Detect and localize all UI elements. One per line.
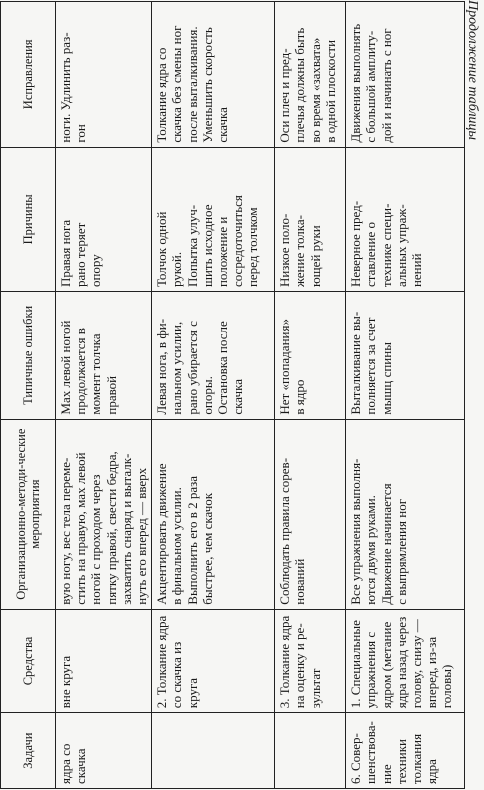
- table-header-row: [1, 2, 56, 789]
- cell-methods: [56, 419, 152, 609]
- cell-line: продолжается в: [73, 328, 89, 415]
- cell-methods: [275, 419, 346, 609]
- cell-errors: [346, 292, 465, 420]
- cell-line: с большой амплиту-: [363, 30, 379, 143]
- cell-line: скачка без смены ног: [169, 25, 185, 143]
- cell-line: опору: [88, 254, 104, 288]
- cell-line: Низкое поло-: [277, 213, 293, 288]
- cell-means: [346, 609, 465, 712]
- cell-methods: [346, 419, 465, 609]
- cell-line: упражнения с: [363, 631, 379, 709]
- cell-line: Неверное пред-: [348, 200, 364, 288]
- table-row: [346, 2, 465, 789]
- cell-line: рукой.: [169, 251, 185, 288]
- cell-tasks: [152, 713, 275, 789]
- cell-line: скачка: [215, 107, 231, 143]
- table-row: [56, 2, 152, 789]
- page-title: Продолжение таблицы: [465, 0, 480, 141]
- cell-line: Соблюдать правила сорев-: [277, 457, 293, 605]
- table-row: [275, 2, 346, 789]
- cell-corrections: [56, 2, 152, 148]
- cell-line: захватить снаряд и выталк-: [118, 453, 134, 605]
- cell-errors: [56, 292, 152, 420]
- cell-line: голову, снизу —: [409, 619, 425, 709]
- cell-line: Движения выполнять: [348, 23, 364, 143]
- cell-errors: [275, 292, 346, 420]
- cell-line: правой: [103, 375, 119, 415]
- cell-line: ноги. Удлинить раз-: [58, 32, 73, 143]
- cell-line: зультат: [307, 668, 323, 709]
- cell-line: вую ногу, вес тела переме-: [58, 457, 73, 605]
- header-methods: Организационно-методи-ческие мероприятия: [1, 419, 56, 609]
- cell-tasks: [275, 713, 346, 789]
- cell-line: Левая нога, в фи-: [154, 318, 170, 415]
- cell-line: стить на правую, мах левой: [73, 452, 89, 605]
- cell-line: положение и: [215, 216, 231, 288]
- cell-line: ядром (метание: [378, 621, 394, 709]
- cell-line: с выпрямления ног: [393, 498, 409, 605]
- cell-line: ющей руки: [307, 225, 323, 288]
- cell-line: пятку правой, свести бедра,: [103, 451, 119, 605]
- cell-line: нений: [409, 253, 425, 288]
- cell-line: в финальном усилии.: [169, 487, 185, 605]
- cell-line: Движение начинается: [378, 483, 394, 605]
- cell-line: Остановка после: [215, 321, 231, 415]
- cell-line: Акцентировать движение: [154, 463, 170, 605]
- cell-line: рано убирается с: [184, 321, 200, 415]
- cell-line: в одной плоскости: [322, 39, 338, 143]
- cell-line: вне круга: [58, 655, 73, 709]
- cell-line: момент толчка: [88, 333, 104, 415]
- header-tasks: Задачи: [1, 713, 56, 789]
- cell-line: нальном усилии,: [169, 321, 185, 415]
- cell-line: вперед, из-за: [424, 636, 440, 709]
- cell-line: Попытка улуч-: [184, 204, 200, 288]
- cell-line: шить исходное: [199, 204, 215, 288]
- cell-line: гон: [73, 124, 89, 143]
- cell-line: Все упражнения выполня-: [348, 458, 364, 605]
- cell-line: ются двумя руками.: [363, 495, 379, 605]
- methods-table: [0, 1, 465, 789]
- cell-line: быстрее, чем скачок: [199, 492, 215, 605]
- cell-line: Оси плеч и пред-: [277, 48, 293, 143]
- cell-line: на оценку и ре-: [292, 623, 308, 709]
- cell-line: ядра со: [58, 743, 73, 784]
- cell-line: головы): [439, 664, 455, 709]
- cell-line: Толчок одной: [154, 211, 170, 288]
- cell-corrections: [275, 2, 346, 148]
- cell-tasks: [56, 713, 152, 789]
- cell-line: ногой с проходом через: [88, 474, 104, 605]
- cell-corrections: [346, 2, 465, 148]
- cell-line: Выполнить его в 2 раза: [184, 475, 200, 605]
- cell-line: опоры.: [199, 376, 215, 415]
- cell-line: скачка: [73, 748, 89, 784]
- cell-line: плечья должны быть: [292, 27, 308, 143]
- cell-means: [275, 609, 346, 712]
- cell-line: 2. Толкание ядра: [154, 615, 170, 709]
- cell-line: 3. Толкание ядра: [277, 615, 293, 709]
- cell-line: Мах левой ногой: [58, 320, 73, 415]
- table-row: [152, 2, 275, 789]
- cell-line: скачка: [230, 379, 246, 415]
- cell-causes: [152, 147, 275, 291]
- cell-line: ставление о: [363, 222, 379, 288]
- cell-line: ние: [378, 764, 394, 784]
- cell-line: Выталкивание вы-: [348, 311, 364, 415]
- cell-causes: [275, 147, 346, 291]
- cell-line: во время «захвата»: [307, 37, 323, 143]
- cell-line: в ядро: [292, 379, 308, 415]
- cell-line: рано теряет: [73, 222, 89, 288]
- header-causes: Причины: [1, 147, 56, 291]
- cell-line: 1. Специальные: [348, 620, 364, 709]
- cell-line: перед толчком: [245, 207, 261, 288]
- cell-tasks: [346, 713, 465, 789]
- cell-line: мышц спины: [378, 342, 394, 415]
- cell-line: нуть его вперед — вверх: [134, 467, 150, 605]
- cell-corrections: [152, 2, 275, 148]
- cell-line: дой и начинать с ног: [378, 28, 394, 143]
- cell-line: после выталкивания.: [184, 26, 200, 143]
- cell-causes: [346, 147, 465, 291]
- cell-line: толкания: [409, 733, 425, 784]
- header-errors: Типичные ошибки: [1, 292, 56, 420]
- cell-line: со скачка из: [169, 641, 185, 709]
- cell-line: техники: [393, 739, 409, 784]
- cell-line: Нет «попадания»: [277, 319, 293, 415]
- cell-means: [56, 609, 152, 712]
- cell-line: ядра: [424, 759, 440, 784]
- cell-line: технике специ-: [378, 203, 394, 288]
- header-corrections: Исправления: [1, 2, 56, 148]
- cell-line: альных упраж-: [393, 204, 409, 288]
- cell-line: шенствова-: [363, 721, 379, 784]
- cell-line: нований: [292, 558, 308, 605]
- cell-line: круга: [184, 677, 200, 709]
- cell-methods: [152, 419, 275, 609]
- cell-causes: [56, 147, 152, 291]
- cell-line: Правая нога: [58, 219, 73, 288]
- cell-line: жение толка-: [292, 214, 308, 288]
- cell-means: [152, 609, 275, 712]
- cell-line: сосредоточиться: [230, 195, 246, 288]
- cell-line: ядра назад через: [393, 616, 409, 709]
- cell-line: Уменьшить скорость: [199, 27, 215, 143]
- cell-errors: [152, 292, 275, 420]
- cell-line: Толкание ядра со: [154, 47, 170, 143]
- header-means: Средства: [1, 609, 56, 712]
- cell-line: 6. Совер-: [348, 733, 364, 784]
- cell-line: полняется за счет: [363, 317, 379, 415]
